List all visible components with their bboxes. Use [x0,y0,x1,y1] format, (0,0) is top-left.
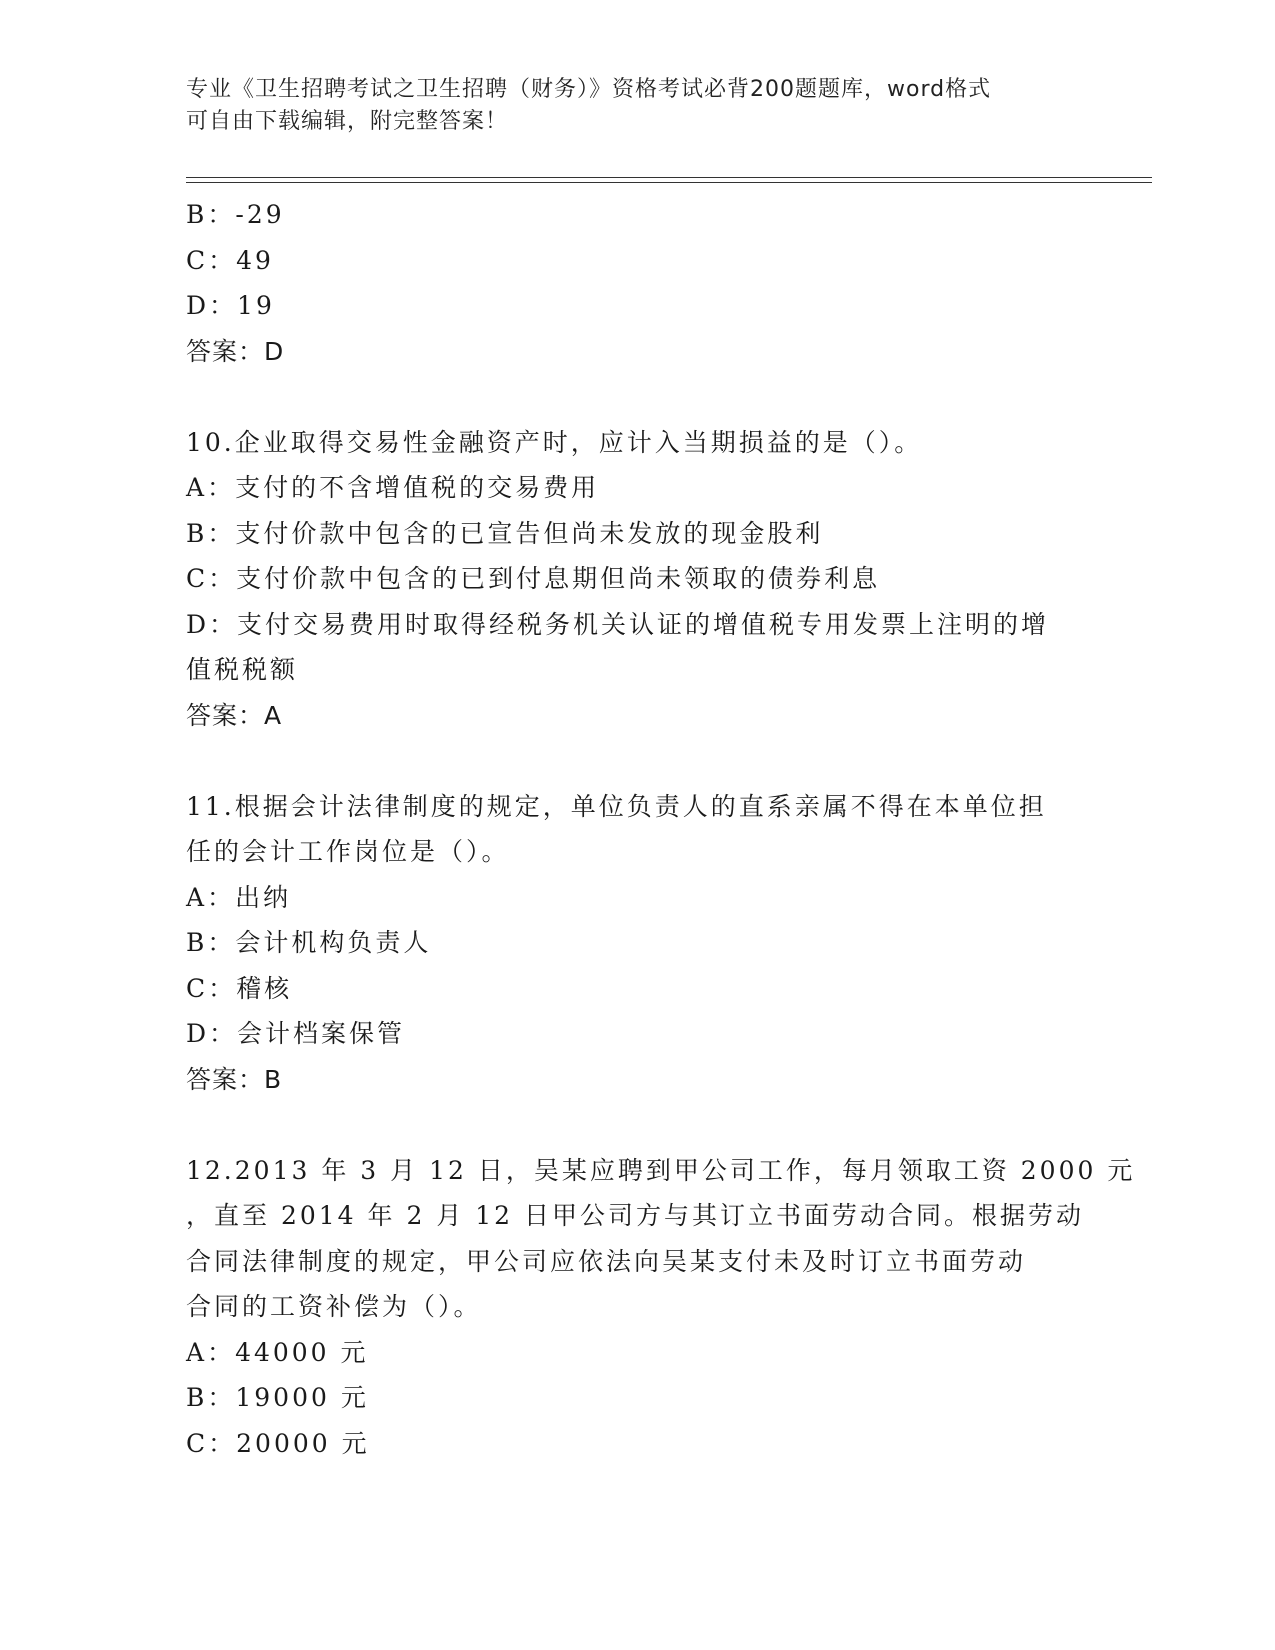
option-c [186,556,1086,602]
question-10 [186,420,1086,739]
question-stem-continued: 任的会计工作岗位是（）。 [186,837,510,866]
option-c [186,1421,1086,1467]
option-label: D： [186,1019,238,1048]
question-stem-continued: ，直至 2014 年 2 月 12 日甲公司方与其订立书面劳动合同。根据劳动 [186,1201,1085,1230]
option-text: 支付的不含增值税的交易费用 [235,473,600,502]
option-text: 19 [237,291,275,320]
option-text: 支付交易费用时取得经税务机关认证的增值税专用发票上注明的增 [237,609,1050,639]
option-text: 20000 元 [236,1428,370,1458]
option-label: B： [186,928,236,957]
option-a [186,1330,1086,1376]
header-divider-top [186,177,1152,178]
header-divider-bottom [186,182,1152,183]
option-label: C： [186,973,237,1003]
option-b [186,920,1086,966]
option-label: C： [186,1428,237,1458]
question-stem-continued: 合同的工资补偿为（）。 [186,1292,482,1321]
answer-line: 答案：A [186,700,283,730]
option-label: D： [186,291,238,320]
option-label: B： [186,200,236,229]
question-list [186,192,1136,1466]
option-c [186,966,1086,1012]
option-d [186,1011,1086,1057]
option-text: 会计档案保管 [237,1019,406,1048]
option-label: A： [186,1337,236,1367]
option-label: C： [186,564,237,593]
option-label: A： [186,473,236,502]
answer-line: 答案：D [186,336,285,366]
option-text: 19000 元 [235,1383,369,1412]
question-stem: 12.2013 年 3 月 12 日，吴某应聘到甲公司工作，每月领取工资 2000 元 [186,1155,1136,1185]
option-label: B： [186,1383,236,1412]
option-b [186,1375,1086,1421]
option-text: 稽核 [236,973,293,1003]
option-b [186,511,1086,557]
question-12 [186,1148,1136,1467]
option-text: -29 [235,200,285,229]
header-title-line-2: 可自由下载编辑，附完整答案！ [186,109,509,134]
document-header [186,74,1086,138]
option-text: 出纳 [235,882,292,912]
option-a [186,875,1086,921]
question-fragment [186,192,1086,374]
question-stem: 10.企业取得交易性金融资产时，应计入当期损益的是（）。 [186,427,923,457]
option-text: 49 [236,245,274,275]
option-b [186,192,1086,238]
answer-line: 答案：B [186,1064,283,1094]
option-text: 支付价款中包含的已宣告但尚未发放的现金股利 [235,518,824,548]
option-d [186,283,1086,329]
option-a [186,465,1086,511]
option-d-continued: 值税税额 [186,655,299,684]
option-text: 支付价款中包含的已到付息期但尚未领取的债券利息 [236,564,881,593]
option-text: 44000 元 [235,1337,369,1367]
option-text: 会计机构负责人 [235,928,432,957]
option-c [186,238,1086,284]
header-title-line-1: 专业《卫生招聘考试之卫生招聘（财务）》资格考试必背200题题库，word格式 [186,77,992,102]
question-11 [186,784,1086,1103]
option-d [186,602,1086,648]
option-label: C： [186,245,237,275]
option-label: D： [186,609,238,639]
option-label: A： [186,882,236,912]
question-stem-continued: 合同法律制度的规定，甲公司应依法向吴某支付未及时订立书面劳动 [186,1246,1027,1276]
option-label: B： [186,518,236,548]
question-stem: 11.根据会计法律制度的规定，单位负责人的直系亲属不得在本单位担 [186,791,1047,821]
